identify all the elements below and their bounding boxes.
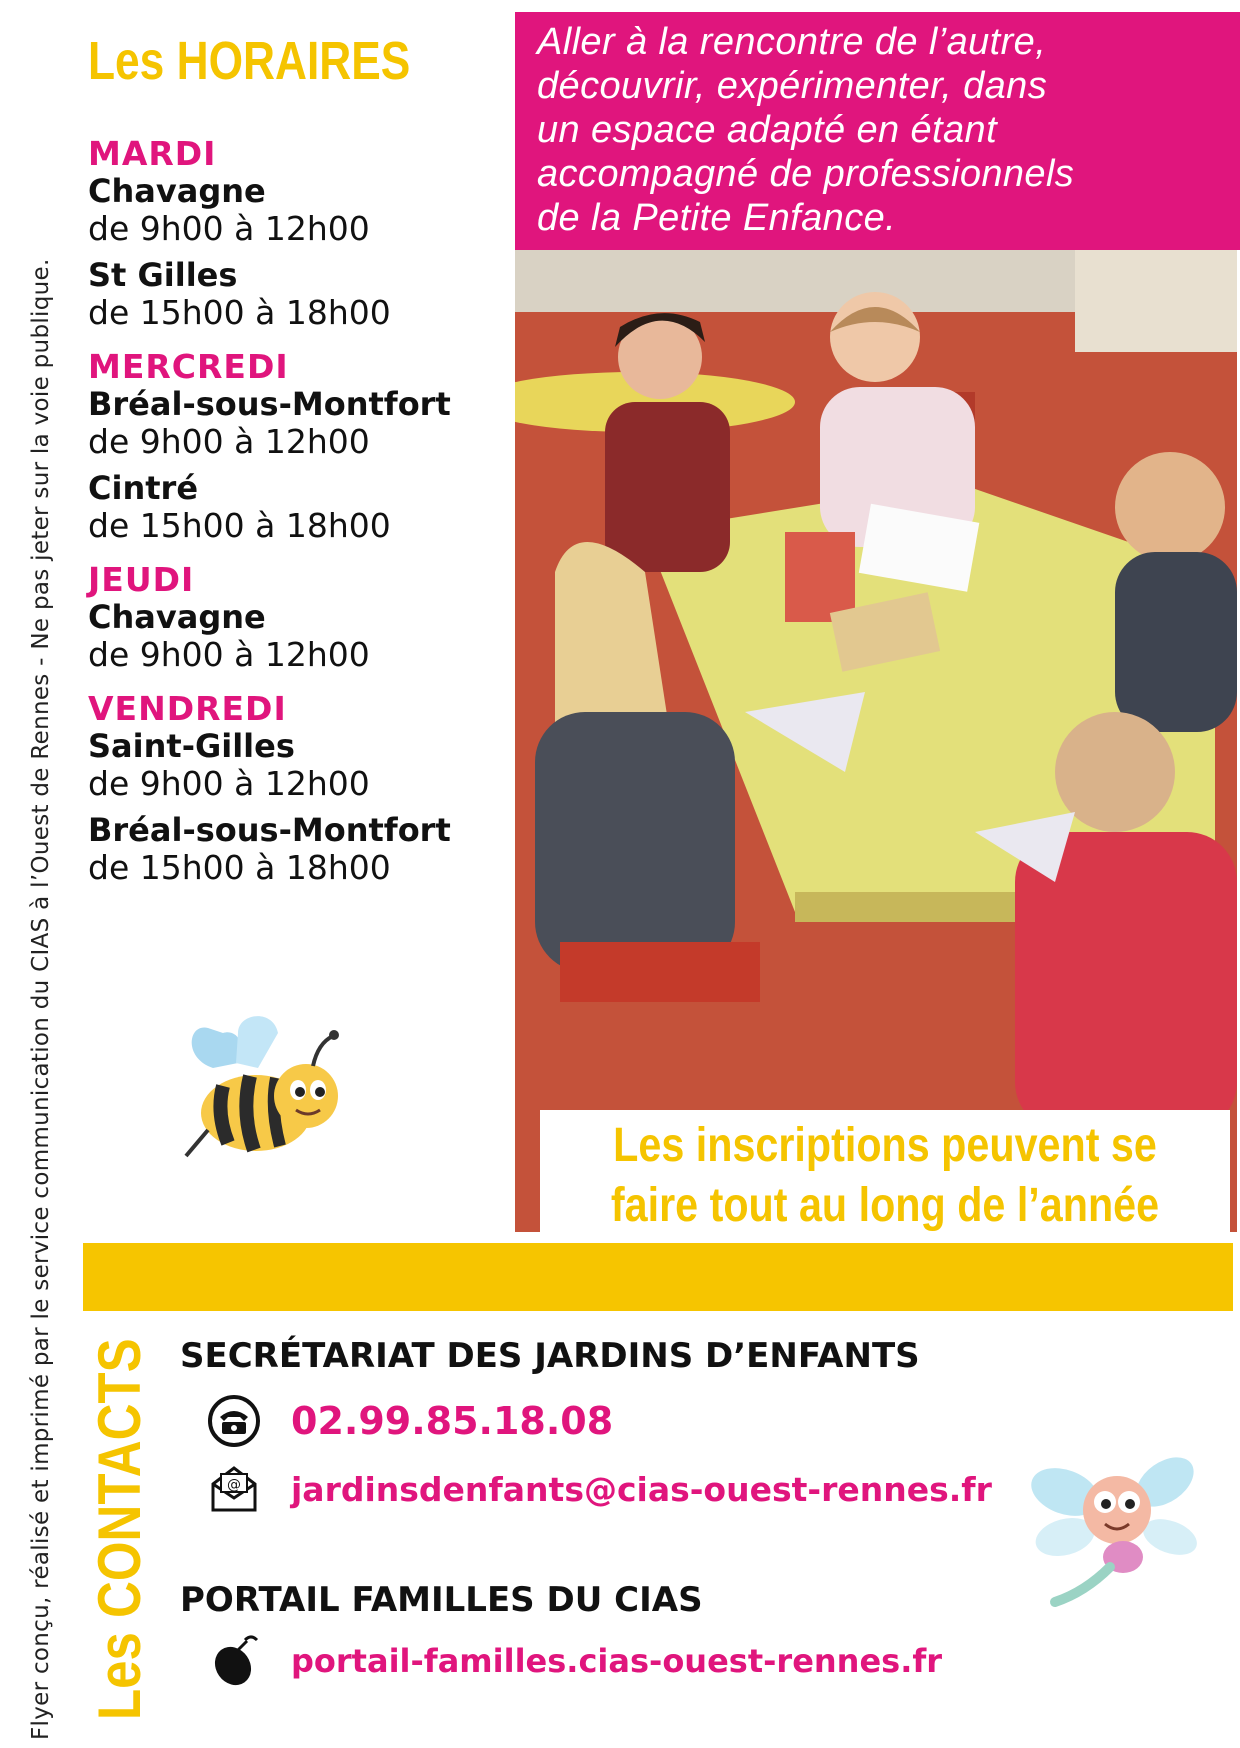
contacts-heading	[85, 1271, 154, 1720]
location-hours: de 9h00 à 12h00	[88, 209, 370, 248]
bee-illustration	[178, 1008, 348, 1183]
inscription-line: Les inscriptions peuvent se	[613, 1119, 1157, 1172]
email-address[interactable]: jardinsdenfants@cias-ouest-rennes.fr	[291, 1469, 992, 1509]
quote-line: de la Petite Enfance.	[537, 197, 897, 239]
quote-line: Aller à la rencontre de l’autre,	[537, 21, 1047, 63]
location-hours: de 9h00 à 12h00	[88, 635, 370, 674]
intro-quote	[515, 12, 1240, 250]
day-name: JEUDI	[88, 560, 195, 599]
day-block-mardi	[88, 135, 508, 332]
day-block-mercredi	[88, 348, 508, 545]
phone-number[interactable]: 02.99.85.18.08	[291, 1399, 614, 1443]
day-name: MARDI	[88, 134, 217, 173]
location-name: St Gilles	[88, 256, 238, 294]
horaires-title: Les HORAIRES	[88, 31, 411, 91]
location-hours: de 9h00 à 12h00	[88, 764, 370, 803]
day-block-jeudi	[88, 561, 508, 674]
contacts-heading-label: CONTACTS	[86, 1338, 153, 1618]
quote-line: un espace adapté en étant	[537, 109, 998, 151]
location-hours: de 9h00 à 12h00	[88, 422, 370, 461]
email-row	[205, 1460, 992, 1518]
inscription-notice	[540, 1110, 1230, 1244]
portail-title: PORTAIL FAMILLES DU CIAS	[180, 1580, 703, 1620]
quote-line: découvrir, expérimenter, dans	[537, 65, 1048, 107]
portail-url[interactable]: portail-familles.cias-ouest-rennes.fr	[291, 1642, 943, 1680]
contacts-heading-prefix: Les	[86, 1632, 153, 1720]
location-name: Chavagne	[88, 598, 266, 636]
computer-mouse-icon	[205, 1632, 263, 1690]
location-name: Bréal-sous-Montfort	[88, 385, 451, 423]
location-name: Cintré	[88, 469, 199, 507]
portail-row	[205, 1632, 942, 1690]
email-envelope-icon	[205, 1460, 263, 1518]
quote-line: accompagné de professionnels	[537, 153, 1075, 195]
inscription-line: faire tout au long de l’année	[610, 1179, 1160, 1232]
location-hours: de 15h00 à 18h00	[88, 848, 391, 887]
secretariat-title: SECRÉTARIAT DES JARDINS D’ENFANTS	[180, 1336, 920, 1376]
yellow-divider-band	[83, 1243, 1233, 1311]
day-name: VENDREDI	[88, 689, 287, 728]
schedule	[88, 135, 508, 903]
day-block-vendredi	[88, 690, 508, 887]
telephone-icon	[205, 1392, 263, 1450]
dragonfly-illustration	[1025, 1452, 1205, 1617]
location-hours: de 15h00 à 18h00	[88, 506, 391, 545]
svg-text:@: @	[227, 1477, 241, 1493]
location-name: Saint-Gilles	[88, 727, 295, 765]
location-name: Chavagne	[88, 172, 266, 210]
phone-row	[205, 1392, 613, 1450]
day-name: MERCREDI	[88, 347, 289, 386]
side-credit: Flyer conçu, réalisé et imprimé par le service communication du CIAS à l’Ouest de Rennes - Ne pas jeter sur la voie publique.	[28, 258, 54, 1740]
location-hours: de 15h00 à 18h00	[88, 293, 391, 332]
location-name: Bréal-sous-Montfort	[88, 811, 451, 849]
